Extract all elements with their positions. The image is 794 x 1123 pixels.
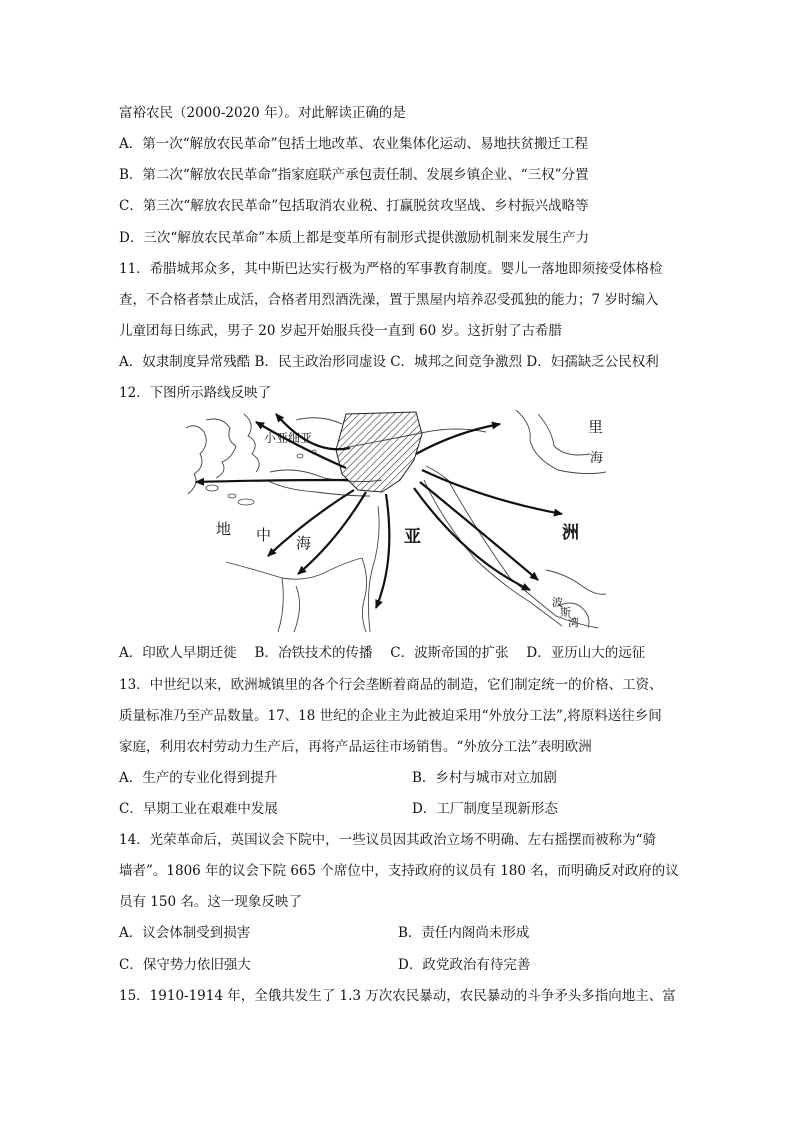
label-caspian-li: 里	[588, 418, 604, 436]
q14-option-c: C．保守势力依旧强大	[119, 957, 251, 973]
q10-option-d: D．三次“解放农民革命”本质上都是变革所有制形式提供激励机制来发展生产力	[119, 230, 590, 246]
label-med-zhong: 中	[256, 526, 272, 544]
q14-stem-line2: 墙者”。1806 年的议会下院 665 个席位中，支持政府的议员有 180 名，而明确反对政府的议	[119, 863, 679, 879]
q13-stem-line2: 质量标准乃至产品数量。17、18 世纪的企业主为此被迫采用“外放分工法”,将原料送往乡间	[119, 708, 662, 724]
q11-stem-line2: 查，不合格者禁止成活，合格者用烈酒洗澡，置于黑屋内培养忍受孤独的能力；7 岁时编入	[119, 292, 659, 308]
q14-option-a: A．议会体制受到损害	[119, 925, 251, 941]
label-med-hai: 海	[296, 534, 312, 552]
label-caspian-hai: 海	[590, 451, 604, 466]
q12-options: A．印欧人早期迁徙 B．冶铁技术的传播 C．波斯帝国的扩张 D．亚历山大的远征	[119, 645, 646, 661]
q13-option-a: A．生产的专业化得到提升	[119, 770, 278, 786]
islands	[206, 450, 316, 505]
route-map	[186, 410, 606, 632]
q13-stem-line1: 13．中世纪以来，欧洲城镇里的各个行会垄断着商品的制造，它们制定统一的价格、工资、	[119, 677, 663, 693]
label-persian-si: 斯	[560, 606, 571, 619]
q14-stem-line3: 员有 150 名。这一现象反映了	[119, 894, 302, 910]
label-asia-ya: 亚	[404, 527, 421, 547]
q14-option-b: B．责任内阁尚未形成	[398, 925, 530, 941]
q10-option-b: B．第二次“解放农民革命”指家庭联产承包责任制、发展乡镇企业、“三权”分置	[119, 167, 589, 183]
q11-stem-line1: 11．希腊城邦众多，其中斯巴达实行极为严格的军事教育制度。婴儿一落地即须接受体格检	[119, 261, 663, 277]
q14-stem-line1: 14．光荣革命后，英国议会下院中，一些议员因其政治立场不明确、左右摇摆而被称为“骑	[119, 832, 657, 848]
q10-option-a: A．第一次“解放农民革命”包括土地改革、农业集体化运动、易地扶贫搬迁工程	[119, 136, 589, 152]
q13-stem-line3: 家庭，利用农村劳动力生产后，再将产品运往市场销售。“外放分工法”表明欧洲	[119, 739, 592, 755]
label-asia-zhou: 洲	[562, 523, 579, 543]
q11-options: A．奴隶制度异常残酷 B．民主政治形同虚设 C．城邦之间竞争激烈 D．妇孺缺乏公民权利	[119, 354, 659, 370]
q11-stem-line3: 儿童团每日练武，男子 20 岁起开始服兵役一直到 60 岁。这折射了古希腊	[119, 323, 563, 339]
q12-stem: 12．下图所示路线反映了	[119, 385, 272, 401]
q13-option-b: B．乡村与城市对立加剧	[412, 770, 557, 786]
q10-stem-tail: 富裕农民（2000-2020 年）。对此解读正确的是	[119, 105, 406, 121]
label-med-di: 地	[216, 520, 232, 538]
q13-option-c: C．早期工业在艰难中发展	[119, 801, 278, 817]
q13-option-d: D．工厂制度呈现新形态	[412, 801, 558, 817]
label-asia-minor: 小亚细亚	[264, 431, 313, 445]
q10-option-c: C．第三次“解放农民革命”包括取消农业税、打赢脱贫攻坚战、乡村振兴战略等	[119, 198, 589, 214]
label-persian-wan: 湾	[568, 616, 579, 629]
origin-region	[336, 412, 422, 492]
q15-stem-line1: 15．1910-1914 年，全俄共发生了 1.3 万次农民暴动，农民暴动的斗争矛头多指向地主、富	[119, 988, 676, 1004]
q14-option-d: D．政党政治有待完善	[398, 957, 531, 973]
label-persian-bo: 波	[552, 596, 563, 609]
